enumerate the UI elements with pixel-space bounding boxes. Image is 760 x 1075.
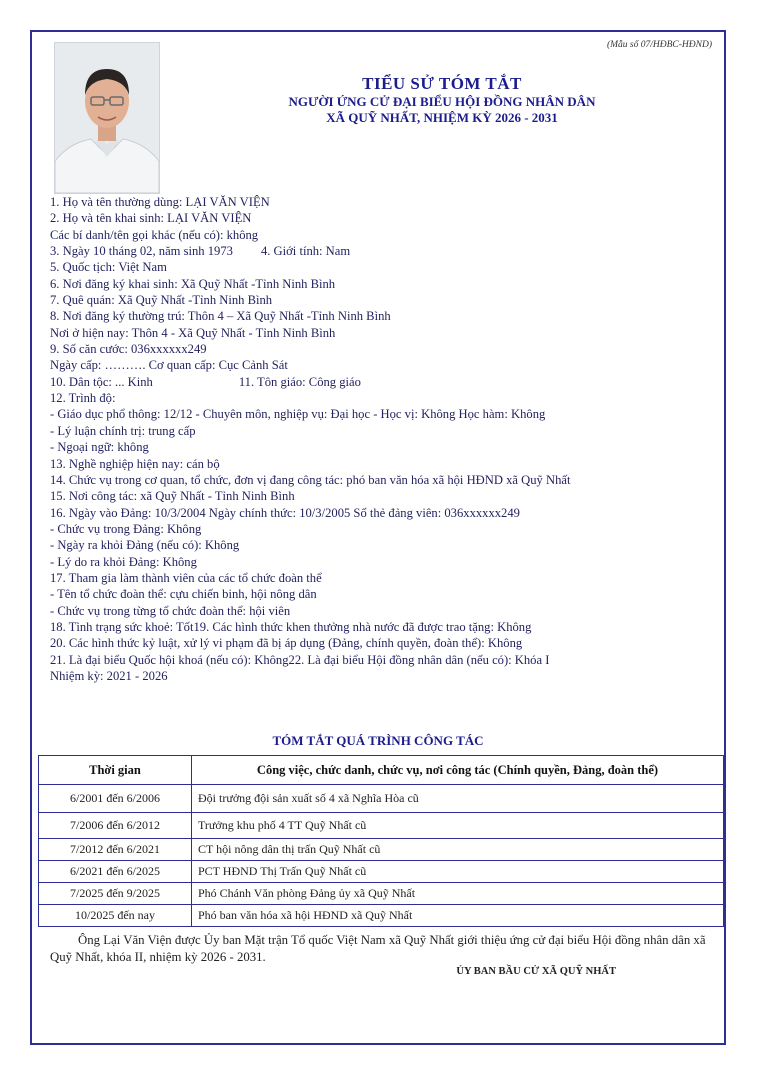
foreign-language-line: - Ngoại ngữ: không [50,440,149,455]
form-number: (Mẫu số 07/HĐBC-HĐND) [606,40,712,50]
row-time: 7/2006 đến 6/2012 [39,813,192,839]
table-row [39,813,724,839]
birth-gender-line [50,243,720,259]
closing-statement [50,932,720,966]
hometown-line: 7. Quê quán: Xã Quỹ Nhất -Tỉnh Ninh Bình [50,293,273,308]
ethnicity-religion-line [50,374,720,390]
current-residence-line: Nơi ở hiện nay: Thôn 4 - Xã Quỹ Nhất - Tỉnh Ninh Bình [50,325,336,340]
closing-paragraph: Ông Lại Văn Viện được Ủy ban Mặt trận Tổ quốc Việt Nam xã Quỹ Nhất giới thiệu ứng cử đại biểu Hội đồng nhân dân xã Quỹ Nhất, khóa II, nhiệm kỳ 2026 - 2031. [50,933,706,964]
row-time: 7/2025 đến 9/2025 [39,883,192,905]
birth-registration-line: 6. Nơi đăng ký khai sinh: Xã Quỹ Nhất -Tỉnh Ninh Bình [50,276,336,291]
row-description: Phó Chánh Văn phòng Đảng ủy xã Quỹ Nhất [192,883,724,905]
delegate-line: 21. Là đại biểu Quốc hội khoá (nếu có): Không22. Là đại biểu Hội đồng nhân dân (nếu có): Khóa I [50,652,550,667]
health-awards-line: 18. Tình trạng sức khoẻ: Tốt19. Các hình thức khen thưởng nhà nước đã được trao tặng: Không [50,619,532,634]
common-name-line: 1. Họ và tên thường dùng: LẠI VĂN VIỆN [50,195,270,209]
document-subtitle-2: XÃ QUỸ NHẤT, NHIỆM KỲ 2026 - 2031 [326,110,558,125]
portrait-image [55,43,159,193]
row-description: Đội trưởng đội sản xuất số 4 xã Nghĩa Hòa cũ [192,785,724,813]
id-card-line: 9. Số căn cước: 036xxxxxx249 [50,342,207,357]
table-row [39,785,724,813]
candidate-photo [54,42,160,194]
occupation-line: 13. Nghề nghiệp hiện nay: cán bộ [50,456,220,471]
religion: 11. Tôn giáo: Công giáo [238,374,361,389]
row-description: Trưởng khu phố 4 TT Quỹ Nhất cũ [192,813,724,839]
work-history-table [38,755,724,927]
signature-block: ỦY BAN BẦU CỬ XÃ QUỸ NHẤT [456,966,616,977]
id-issue-line: Ngày cấp: ………. Cơ quan cấp: Cục Cảnh Sát [50,358,288,373]
row-description: CT hội nông dân thị trấn Quỹ Nhất cũ [192,839,724,861]
birth-name-line: 2. Họ và tên khai sinh: LẠI VĂN VIỆN [50,211,252,226]
birth-date: 3. Ngày 10 tháng 02, năm sinh 1973 [50,244,233,259]
organizations-line: - Tên tổ chức đoàn thể: cựu chiến binh, hội nông dân [50,587,317,602]
row-time: 6/2001 đến 6/2006 [39,785,192,813]
document-subtitle-1: NGƯỜI ỨNG CỬ ĐẠI BIỂU HỘI ĐỒNG NHÂN DÂN [288,94,596,109]
gender: 4. Giới tính: Nam [260,244,351,259]
organizations-heading: 17. Tham gia làm thành viên của các tổ chức đoàn thể [50,570,322,585]
row-description: PCT HĐND Thị Trấn Quỹ Nhất cũ [192,861,724,883]
nationality-line: 5. Quốc tịch: Việt Nam [50,260,167,275]
biography-details [50,194,720,684]
row-time: 10/2025 đến nay [39,905,192,927]
row-time: 6/2021 đến 6/2025 [39,861,192,883]
ethnicity: 10. Dân tộc: ... Kinh [50,374,153,389]
table-row [39,839,724,861]
party-leave-reason-line: - Lý do ra khỏi Đảng: Không [50,554,197,569]
document-frame [30,30,726,1045]
discipline-line: 20. Các hình thức kỷ luật, xử lý vi phạm đã bị áp dụng (Đảng, chính quyền, đoàn thể): Không [50,636,523,651]
party-admission-line: 16. Ngày vào Đảng: 10/3/2004 Ngày chính thức: 10/3/2005 Số thẻ đảng viên: 036xxxxxx249 [50,505,520,520]
work-history-title: TÓM TẮT QUÁ TRÌNH CÔNG TÁC [272,733,484,748]
document-heading [272,74,612,126]
education-line: - Giáo dục phổ thông: 12/12 - Chuyên môn, nghiệp vụ: Đại học - Học vị: Không Học hàm: Không [50,407,546,422]
workplace-line: 15. Nơi công tác: xã Quỹ Nhất - Tỉnh Ninh Bình [50,489,295,504]
party-leave-date-line: - Ngày ra khỏi Đảng (nếu có): Không [50,538,240,553]
row-time: 7/2012 đến 6/2021 [39,839,192,861]
education-heading: 12. Trình độ: [50,391,116,406]
document-title: TIỂU SỬ TÓM TẮT [362,74,522,93]
term-line: Nhiệm kỳ: 2021 - 2026 [50,668,168,683]
table-header-row [39,756,724,785]
description-column-header: Công việc, chức danh, chức vụ, nơi công tác (Chính quyền, Đảng, đoàn thể) [192,756,724,785]
party-position-line: - Chức vụ trong Đảng: Không [50,521,202,536]
permanent-residence-line: 8. Nơi đăng ký thường trú: Thôn 4 – Xã Quỹ Nhất -Tỉnh Ninh Bình [50,309,391,324]
table-row [39,905,724,927]
row-description: Phó ban văn hóa xã hội HĐND xã Quỹ Nhất [192,905,724,927]
time-column-header: Thời gian [39,756,192,785]
table-row [39,861,724,883]
organization-role-line: - Chức vụ trong từng tổ chức đoàn thể: hội viên [50,603,291,618]
table-row [39,883,724,905]
position-line: 14. Chức vụ trong cơ quan, tổ chức, đơn vị đang công tác: phó ban văn hóa xã hội HĐND xã Quỹ Nhất [50,472,571,487]
alias-line: Các bí danh/tên gọi khác (nếu có): không [50,227,259,242]
political-theory-line: - Lý luận chính trị: trung cấp [50,423,196,438]
